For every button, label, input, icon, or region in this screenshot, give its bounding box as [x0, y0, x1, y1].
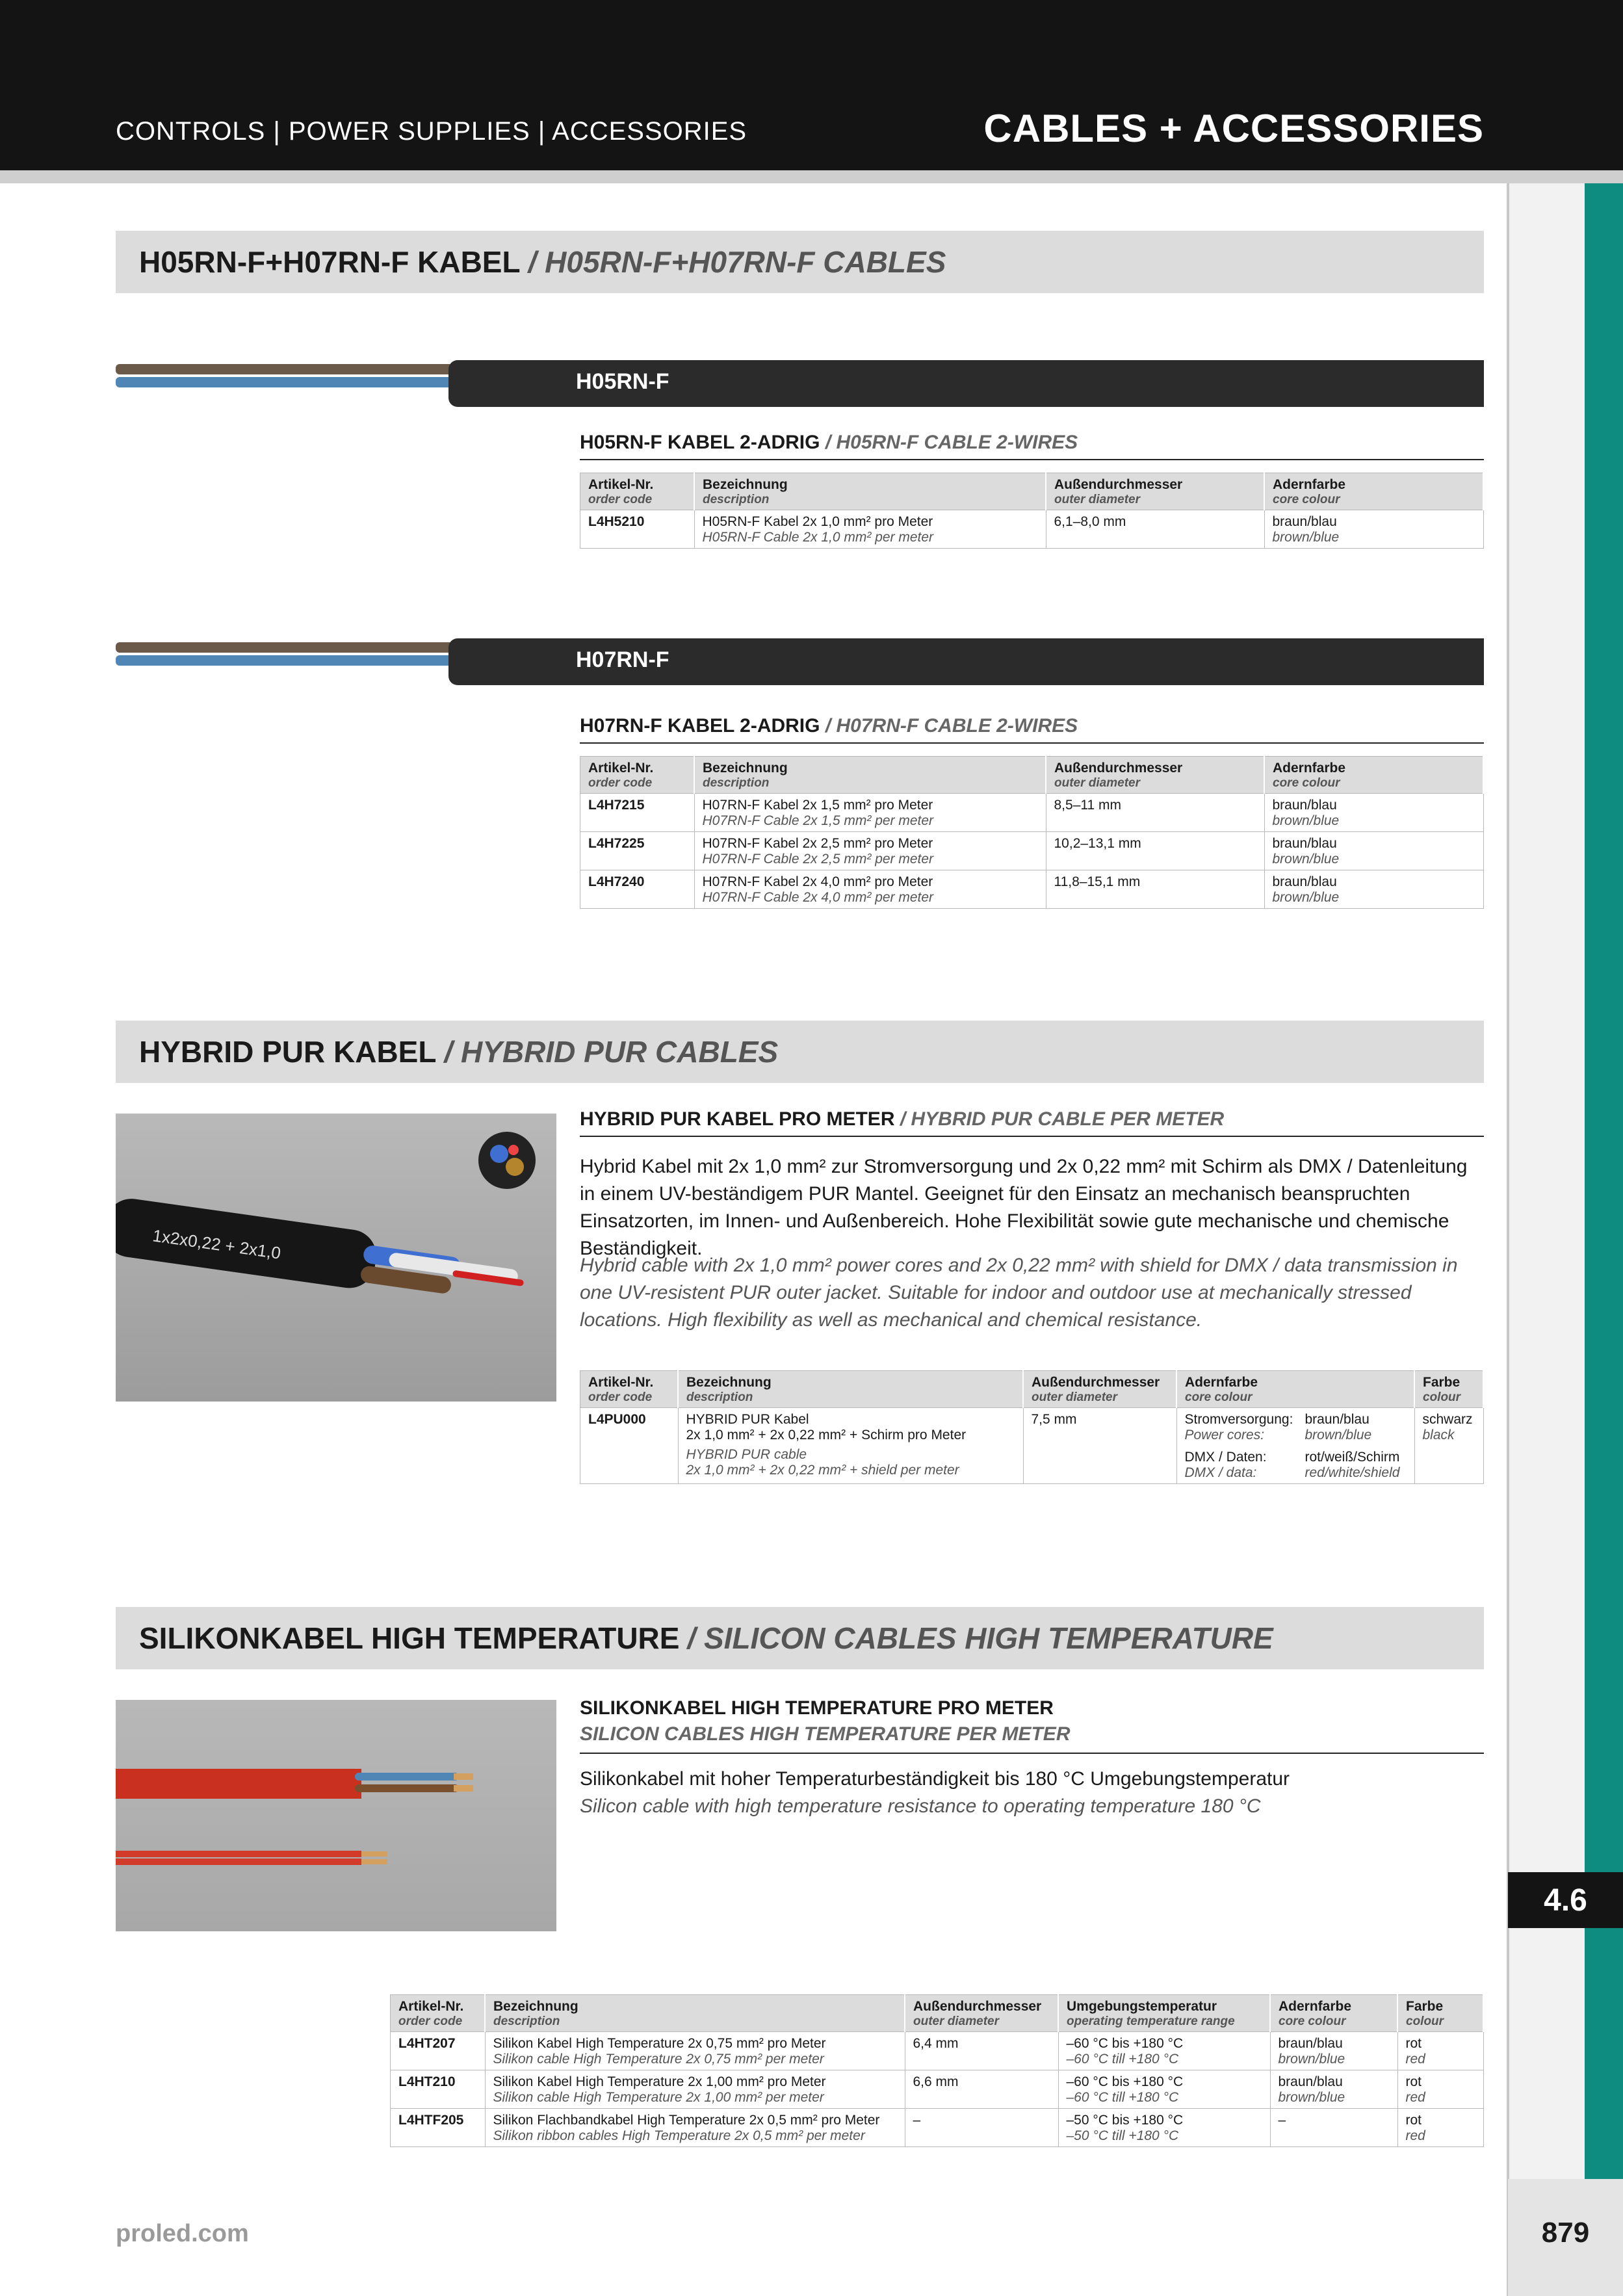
- table-row: L4H7225 H07RN-F Kabel 2x 2,5 mm² pro Meter H07RN-F Cable 2x 2,5 mm² per meter 10,2–13,1 mm braun/blau brown/blue: [580, 832, 1484, 870]
- section-title-en: / HYBRID PUR CABLES: [444, 1035, 779, 1069]
- blue-wire: [116, 377, 454, 387]
- col-diameter: Außendurchmesser outer diameter: [1023, 1371, 1176, 1408]
- col-core: Adernfarbe core colour: [1264, 473, 1483, 510]
- subhead-en: / H05RN-F CABLE 2-WIRES: [825, 432, 1078, 453]
- col-core: Adernfarbe core colour: [1176, 1371, 1414, 1408]
- hybrid-desc-de: Hybrid Kabel mit 2x 1,0 mm² zur Stromversorgung und 2x 0,22 mm² mit Schirm als DMX / Datenleitung in einem UV-beständigem PUR Mantel. Geeignet für den Einsatz an mechanisch beanspruchten Einsatzorten, im Innen- und Außenbereich. Hohe Flexibilität sowie gute mechanische und chemische Beständigkeit.: [580, 1156, 1468, 1259]
- table-row: L4HTF205 Silikon Flachbandkabel High Temperature 2x 0,5 mm² pro Meter Silikon ribbon cables High Temperature 2x 0,5 mm² per meter – –50 °C bis +180 °C –50 °C till +180 °C – rot red: [391, 2109, 1484, 2147]
- subhead-en: / H07RN-F CABLE 2-WIRES: [825, 715, 1078, 737]
- subhead-en: SILICON CABLES HIGH TEMPERATURE PER METER: [580, 1723, 1071, 1745]
- col-code: Artikel-Nr. order code: [580, 473, 695, 510]
- section-title-silicon: [116, 1607, 1484, 1669]
- subhead-h07: [580, 715, 1484, 744]
- cable-label: H07RN-F: [576, 647, 669, 672]
- table-h07: [580, 756, 1484, 909]
- hybrid-desc-en: Hybrid cable with 2x 1,0 mm² power cores and 2x 0,22 mm² with shield for DMX / data transmission in one UV-resistent PUR outer jacket. Suitable for indoor and outdoor use at mechanically stressed locations. High flexibility as well as mechanical and chemical resistance.: [580, 1255, 1458, 1331]
- photo-print-text: 1x2x0,22 + 2x1,0: [151, 1225, 282, 1263]
- header-divider: [0, 170, 1623, 183]
- cable-label: H05RN-F: [576, 369, 669, 394]
- col-temperature: Umgebungstemperatur operating temperature range: [1058, 1995, 1270, 2032]
- section-title-de: SILIKONKABEL HIGH TEMPERATURE: [139, 1621, 680, 1655]
- subhead-hybrid: [580, 1108, 1484, 1137]
- footer-website: proled.com: [116, 2220, 249, 2247]
- cable-image-h07rnf: [116, 633, 1484, 685]
- table-row: L4H5210 H05RN-F Kabel 2x 1,0 mm² pro Meter H05RN-F Cable 2x 1,0 mm² per meter 6,1–8,0 mm braun/blau brown/blue: [580, 510, 1484, 549]
- table-row: L4H7215 H07RN-F Kabel 2x 1,5 mm² pro Meter H07RN-F Cable 2x 1,5 mm² per meter 8,5–11 mm braun/blau brown/blue: [580, 794, 1484, 832]
- col-color: Farbe colour: [1414, 1371, 1483, 1408]
- category-title: CABLES + ACCESSORIES: [983, 107, 1484, 150]
- col-diameter: Außendurchmesser outer diameter: [1046, 757, 1264, 794]
- section-title-en: / H05RN-F+H07RN-F CABLES: [528, 245, 946, 279]
- silicon-desc-en: Silicon cable with high temperature resistance to operating temperature 180 °C: [580, 1795, 1261, 1817]
- table-hybrid: [580, 1370, 1484, 1484]
- section-title-de: HYBRID PUR KABEL: [139, 1035, 437, 1069]
- table-row: L4PU000 HYBRID PUR Kabel 2x 1,0 mm² + 2x 0,22 mm² + Schirm pro Meter HYBRID PUR cable 2x 1,0 mm² + 2x 0,22 mm² + shield per meter 7,5 mm Stromversorgung: Power cores: braun/blau brown/blue DMX / Daten: DMX / data: rot/weiß/Schirm red/white/shield schwarz black: [580, 1408, 1484, 1484]
- table-row: L4HT207 Silikon Kabel High Temperature 2x 0,75 mm² pro Meter Silikon cable High Temperature 2x 0,75 mm² per meter 6,4 mm –60 °C bis +180 °C –60 °C till +180 °C braun/blau brown/blue rot red: [391, 2032, 1484, 2070]
- col-desc: Bezeichnung description: [485, 1995, 905, 2032]
- table-silicon: [390, 1994, 1484, 2147]
- silicon-cable-illustration: [116, 1700, 556, 1931]
- section-title-hybrid: [116, 1021, 1484, 1083]
- col-color: Farbe colour: [1397, 1995, 1483, 2032]
- col-desc: Bezeichnung description: [694, 473, 1046, 510]
- subhead-en: / HYBRID PUR CABLE PER METER: [900, 1108, 1225, 1130]
- col-core: Adernfarbe core colour: [1264, 757, 1483, 794]
- table-row: L4HT210 Silikon Kabel High Temperature 2x 1,00 mm² pro Meter Silikon cable High Temperature 2x 1,00 mm² per meter 6,6 mm –60 °C bis +180 °C –60 °C till +180 °C braun/blau brown/blue rot red: [391, 2070, 1484, 2109]
- right-divider: [1507, 183, 1509, 2296]
- header-nav: CONTROLS | POWER SUPPLIES | ACCESSORIES: [116, 117, 747, 146]
- silicon-desc-de: Silikonkabel mit hoher Temperaturbeständigkeit bis 180 °C Umgebungstemperatur: [580, 1768, 1290, 1790]
- subhead-h05: [580, 432, 1484, 460]
- brown-wire: [116, 364, 454, 374]
- section-number-tab: 4.6: [1508, 1872, 1623, 1928]
- table-row: L4H7240 H07RN-F Kabel 2x 4,0 mm² pro Meter H07RN-F Cable 2x 4,0 mm² per meter 11,8–15,1 mm braun/blau brown/blue: [580, 870, 1484, 909]
- cable-image-h05rnf: [116, 355, 1484, 407]
- col-code: Artikel-Nr. order code: [391, 1995, 486, 2032]
- col-code: Artikel-Nr. order code: [580, 757, 695, 794]
- table-h05: [580, 473, 1484, 549]
- col-desc: Bezeichnung description: [694, 757, 1046, 794]
- col-code: Artikel-Nr. order code: [580, 1371, 679, 1408]
- hybrid-cable-photo: [116, 1114, 556, 1402]
- col-diameter: Außendurchmesser outer diameter: [1046, 473, 1264, 510]
- section-title-h05-h07: [116, 231, 1484, 293]
- col-diameter: Außendurchmesser outer diameter: [905, 1995, 1058, 2032]
- section-title-en: / SILICON CABLES HIGH TEMPERATURE: [687, 1621, 1273, 1655]
- col-core: Adernfarbe core colour: [1270, 1995, 1397, 2032]
- subhead-silicon: [580, 1695, 1484, 1754]
- col-desc: Bezeichnung description: [678, 1371, 1023, 1408]
- brown-wire: [116, 642, 454, 653]
- page-number: 879: [1541, 2217, 1590, 2249]
- hybrid-cable-illustration: [116, 1114, 556, 1402]
- subhead-de: H05RN-F KABEL 2-ADRIG: [580, 432, 820, 453]
- subhead-de: SILIKONKABEL HIGH TEMPERATURE PRO METER: [580, 1697, 1054, 1719]
- blue-wire: [116, 655, 454, 666]
- silicon-cable-photo: [116, 1700, 556, 1931]
- subhead-de: HYBRID PUR KABEL PRO METER: [580, 1108, 895, 1130]
- subhead-de: H07RN-F KABEL 2-ADRIG: [580, 715, 820, 737]
- section-title-de: H05RN-F+H07RN-F KABEL: [139, 245, 521, 279]
